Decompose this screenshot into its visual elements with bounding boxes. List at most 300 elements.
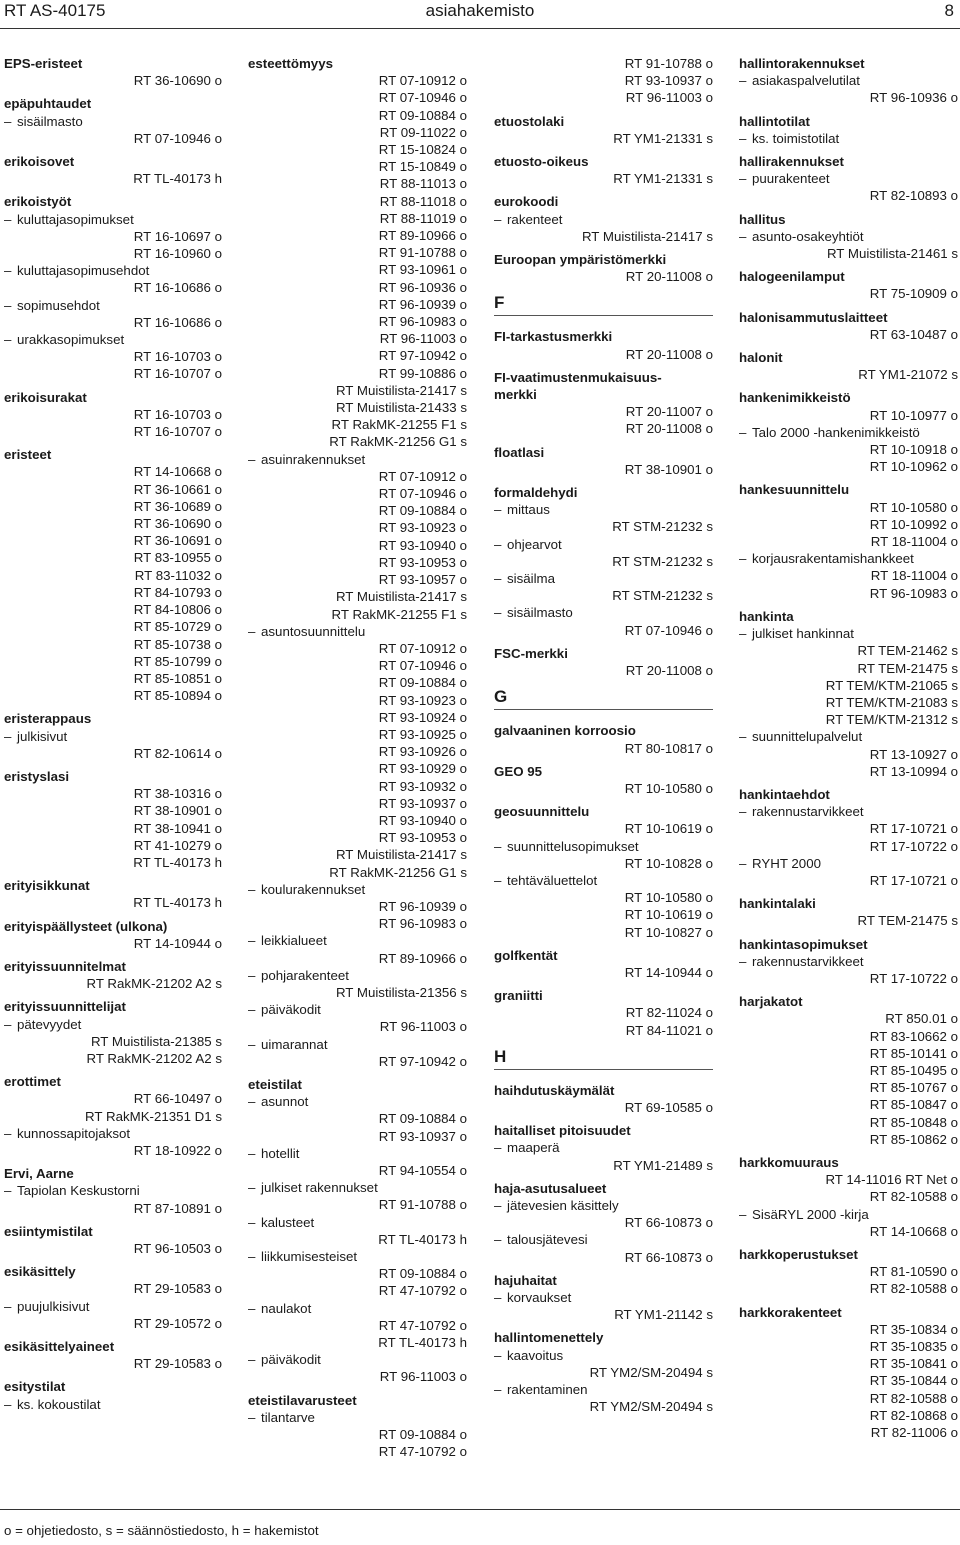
index-reference: RT 29-10572 o — [133, 1315, 222, 1331]
index-reference: RT 10-10580 o — [624, 780, 713, 796]
index-heading: formaldehydi — [494, 485, 578, 501]
index-reference: RT RakMK-21202 A2 s — [86, 1050, 222, 1066]
index-reference: RT 07-10912 o — [378, 640, 467, 656]
index-heading: hankintasopimukset — [739, 936, 868, 952]
index-subentry: – maaperä — [494, 1139, 713, 1156]
index-reference: RT 93-10937 o — [378, 795, 467, 811]
index-reference: RT 93-10957 o — [378, 572, 467, 588]
index-heading: FI-tarkastusmerkki — [494, 329, 613, 345]
index-subentry: – tehtäväluettelot — [494, 872, 713, 889]
index-reference: RT 09-11022 o — [379, 124, 467, 140]
index-heading: hallirakennukset — [739, 154, 844, 170]
index-subentry: – sisäilma — [494, 570, 713, 587]
index-subentry: – puujulkisivut — [4, 1298, 222, 1315]
index-reference: RT 07-10946 o — [378, 486, 467, 502]
index-reference: RT 93-10923 o — [378, 692, 467, 708]
index-reference: RT 83-10955 o — [133, 550, 222, 566]
index-reference: RT TEM/KTM-21312 s — [825, 712, 958, 728]
index-reference: RT STM-21232 s — [612, 519, 713, 535]
index-subentry: – SisäRYL 2000 -kirja — [739, 1206, 958, 1223]
index-heading: Ervi, Aarne — [4, 1166, 74, 1182]
index-reference: RT 85-10738 o — [133, 636, 222, 652]
index-reference: RT 96-11003 o — [379, 1369, 467, 1385]
index-reference: RT 16-10960 o — [133, 246, 222, 262]
index-reference: RT 93-10961 o — [378, 262, 467, 278]
index-reference: RT 15-10849 o — [378, 159, 467, 175]
index-reference: RT 47-10792 o — [378, 1444, 467, 1460]
index-heading: etuostolaki — [494, 113, 565, 129]
index-heading: harkkorakenteet — [739, 1304, 842, 1320]
index-reference: RT 69-10585 o — [624, 1099, 713, 1115]
index-reference: RT 85-10894 o — [133, 688, 222, 704]
index-reference: RT 82-10588 o — [869, 1281, 958, 1297]
index-reference: RT 10-10828 o — [624, 855, 713, 871]
index-subentry: – asunto-osakeyhtiöt — [739, 228, 958, 245]
index-reference: RT 16-10707 o — [133, 366, 222, 382]
index-heading: hallintorakennukset — [739, 56, 865, 71]
index-column-4 — [739, 55, 958, 1441]
index-reference: RT 17-10721 o — [869, 872, 958, 888]
index-reference: RT 82-10588 o — [869, 1189, 958, 1205]
index-heading: merkki — [494, 387, 537, 403]
index-reference: RT 84-11021 o — [625, 1022, 713, 1038]
index-reference: RT 47-10792 o — [378, 1317, 467, 1333]
index-subentry: – suunnittelusopimukset — [494, 838, 713, 855]
index-heading: haja-asutusalueet — [494, 1180, 607, 1196]
index-reference: RT 09-10884 o — [378, 1111, 467, 1127]
index-reference: RT 93-10937 o — [624, 73, 713, 89]
index-subentry: – kuluttajasopimusehdot — [4, 262, 222, 279]
index-reference: RT 07-10946 o — [624, 622, 713, 638]
index-subentry: – ohjearvot — [494, 536, 713, 553]
index-reference: RT STM-21232 s — [612, 553, 713, 569]
index-reference: RT 20-11007 o — [625, 404, 713, 420]
index-reference: RT Muistilista-21417 s — [335, 382, 467, 398]
index-reference: RT 89-10966 o — [378, 228, 467, 244]
index-reference: RT 09-10884 o — [378, 1427, 467, 1443]
index-reference: RT 82-11006 o — [870, 1425, 958, 1441]
index-reference: RT 09-10884 o — [378, 1266, 467, 1282]
index-reference: RT RakMK-21256 G1 s — [329, 864, 467, 880]
index-subentry: – sisäilmasto — [4, 113, 222, 130]
section-rule — [494, 709, 713, 722]
index-subentry: – päiväkodit — [248, 1351, 467, 1368]
index-reference: RT 36-10690 o — [133, 516, 222, 532]
index-reference: RT 99-10886 o — [378, 365, 467, 381]
page-title: asiahakemisto — [425, 1, 535, 20]
index-heading: hankintalaki — [739, 896, 816, 912]
index-subentry: – asuntosuunnittelu — [248, 623, 467, 640]
index-heading: hankenimikkeistö — [739, 390, 851, 406]
index-reference: RT 18-11004 o — [870, 534, 958, 550]
index-heading: golfkentät — [494, 947, 558, 963]
index-heading: FSC-merkki — [494, 645, 568, 661]
index-heading: hajuhaitat — [494, 1272, 557, 1288]
index-reference: RT 18-11004 o — [870, 568, 958, 584]
index-reference: RT Muistilista-21433 s — [335, 400, 467, 416]
index-reference: RT 96-10983 o — [378, 314, 467, 330]
index-reference: RT 96-10936 o — [378, 279, 467, 295]
index-subentry: – pätevyydet — [4, 1016, 222, 1033]
index-reference: RT 35-10844 o — [869, 1373, 958, 1389]
index-reference: RT 10-10580 o — [869, 499, 958, 515]
index-reference: RT 93-10923 o — [378, 520, 467, 536]
index-reference: RT TEM/KTM-21083 s — [825, 694, 958, 710]
index-subentry: – naulakot — [248, 1300, 467, 1317]
index-reference: RT Muistilista-21417 s — [335, 589, 467, 605]
index-reference: RT 85-10729 o — [133, 619, 222, 635]
index-subentry: – tilantarve — [248, 1409, 467, 1426]
index-subentry: – korjausrakentamishankkeet — [739, 550, 958, 567]
index-heading: galvaaninen korroosio — [494, 723, 636, 739]
index-reference: RT 20-11008 o — [625, 663, 713, 679]
index-reference: RT 93-10932 o — [378, 778, 467, 794]
index-subentry: – talousjätevesi — [494, 1231, 713, 1248]
index-subentry: – sisäilmasto — [494, 604, 713, 621]
index-heading: erityisikkunat — [4, 878, 90, 894]
index-heading: graniitti — [494, 988, 543, 1004]
index-reference: RT STM-21232 s — [612, 588, 713, 604]
index-reference: RT 41-10279 o — [133, 837, 222, 853]
index-reference: RT 97-10942 o — [378, 348, 467, 364]
index-reference: RT 93-10926 o — [378, 744, 467, 760]
index-reference: RT 16-10686 o — [133, 314, 222, 330]
index-reference: RT 93-10940 o — [378, 812, 467, 828]
index-reference: RT 85-10848 o — [869, 1114, 958, 1130]
legend-footer: o = ohjetiedosto, s = säännöstiedosto, h = hakemistot — [4, 1523, 319, 1538]
index-reference: RT 94-10554 o — [378, 1163, 467, 1178]
index-reference: RT 88-11013 o — [379, 176, 467, 192]
index-heading: haihdutuskäymälät — [494, 1082, 615, 1098]
index-subentry: – rakennustarvikkeet — [739, 803, 958, 820]
index-reference: RT 16-10703 o — [133, 406, 222, 422]
index-reference: RT 17-10721 o — [869, 821, 958, 837]
index-reference: RT 82-10868 o — [869, 1407, 958, 1423]
index-reference: RT 10-10977 o — [869, 407, 958, 423]
section-letter: H — [494, 1046, 507, 1066]
index-subentry: – päiväkodit — [248, 1001, 467, 1018]
index-reference: RT 14-11016 RT Net o — [825, 1172, 958, 1188]
index-reference: RT YM1-21489 s — [613, 1157, 713, 1173]
index-reference: RT 16-10703 o — [133, 349, 222, 365]
index-reference: RT 07-10946 o — [378, 658, 467, 674]
index-reference: RT RakMK-21256 G1 s — [329, 434, 467, 450]
index-heading: FI-vaatimustenmukaisuus- — [494, 369, 662, 385]
index-reference: RT 16-10707 o — [133, 424, 222, 440]
index-reference: RT 63-10487 o — [869, 326, 958, 342]
index-reference: RT 36-10690 o — [133, 73, 222, 89]
index-reference: RT 85-10799 o — [133, 653, 222, 669]
index-reference: RT 82-10893 o — [869, 188, 958, 204]
index-reference: RT RakMK-21351 D1 s — [85, 1108, 222, 1124]
index-reference: RT 85-10862 o — [869, 1131, 958, 1147]
index-subentry: – puurakenteet — [739, 170, 958, 187]
index-reference: RT 66-10873 o — [624, 1249, 713, 1265]
index-reference: RT 15-10824 o — [378, 142, 467, 158]
index-reference: RT 91-10788 o — [378, 245, 467, 261]
index-subentry: – ks. kokoustilat — [4, 1396, 222, 1413]
index-reference: RT 38-10941 o — [133, 820, 222, 836]
index-reference: RT 47-10792 o — [378, 1283, 467, 1299]
index-heading: floatlasi — [494, 444, 545, 460]
index-reference: RT TL-40173 h — [133, 854, 222, 870]
index-heading: esiintymistilat — [4, 1223, 93, 1239]
index-subentry: – jätevesien käsittely — [494, 1197, 713, 1214]
index-reference: RT 07-10912 o — [378, 73, 467, 89]
index-subentry: – sopimusehdot — [4, 297, 222, 314]
index-reference: RT 82-10614 o — [133, 745, 222, 761]
index-heading: erikoisovet — [4, 154, 75, 170]
index-subentry: – pohjarakenteet — [248, 967, 467, 984]
index-heading: eteistilat — [248, 1076, 302, 1092]
index-reference: RT RakMK-21255 F1 s — [331, 606, 467, 622]
index-reference: RT 20-11008 o — [625, 269, 713, 285]
index-reference: RT RakMK-21255 F1 s — [331, 417, 467, 433]
index-reference: RT 850.01 o — [885, 1011, 958, 1027]
index-subentry: – leikkialueet — [248, 932, 467, 949]
index-reference: RT 83-11032 o — [134, 567, 222, 583]
index-heading: eristerappaus — [4, 711, 92, 727]
index-reference: RT 87-10891 o — [133, 1200, 222, 1216]
index-reference: RT 36-10661 o — [133, 481, 222, 497]
index-reference: RT 96-10939 o — [378, 898, 467, 914]
index-reference: RT 97-10942 o — [378, 1053, 467, 1069]
index-reference: RT Muistilista-21417 s — [581, 228, 713, 244]
index-heading: geosuunnittelu — [494, 804, 590, 820]
index-reference: RT 80-10817 o — [624, 740, 713, 756]
index-reference: RT TEM-21475 s — [857, 913, 958, 929]
index-subentry: – hotellit — [248, 1145, 467, 1162]
index-reference: RT 14-10944 o — [133, 935, 222, 951]
index-heading: erikoisurakat — [4, 389, 87, 405]
index-reference: RT YM2/SM-20494 s — [589, 1364, 713, 1380]
index-reference: RT 18-10922 o — [133, 1142, 222, 1158]
index-reference: RT 38-10901 o — [133, 803, 222, 819]
index-heading: hallintomenettely — [494, 1330, 604, 1346]
index-subentry: – kalusteet — [248, 1214, 467, 1231]
index-reference: RT 93-10929 o — [378, 761, 467, 777]
index-reference: RT 84-10793 o — [133, 584, 222, 600]
index-reference: RT 85-10767 o — [869, 1080, 958, 1096]
index-heading: eteistilavarusteet — [248, 1392, 357, 1408]
index-column-2 — [248, 55, 467, 1460]
index-heading: harkkoperustukset — [739, 1247, 858, 1262]
section-letter: F — [494, 293, 505, 313]
index-subentry: – julkiset hankinnat — [739, 625, 958, 642]
index-reference: RT YM1-21331 s — [613, 130, 713, 146]
index-reference: RT RakMK-21202 A2 s — [86, 976, 222, 992]
index-reference: RT 96-10983 o — [869, 585, 958, 601]
index-heading: esteettömyys — [248, 56, 333, 71]
index-reference: RT 96-10936 o — [869, 90, 958, 106]
index-heading: halonit — [739, 350, 783, 366]
document-code: RT AS-40175 — [4, 1, 106, 20]
index-subentry: – rakenteet — [494, 211, 713, 228]
index-reference: RT 13-10927 o — [869, 746, 958, 762]
index-reference: RT 10-10580 o — [624, 890, 713, 906]
index-subentry: – julkiset rakennukset — [248, 1179, 467, 1196]
index-reference: RT 10-10619 o — [624, 821, 713, 837]
index-reference: RT 91-10788 o — [378, 1197, 467, 1213]
index-heading: erottimet — [4, 1074, 61, 1090]
index-reference: RT 66-10873 o — [624, 1215, 713, 1231]
index-subentry: – suunnittelupalvelut — [739, 728, 958, 745]
index-reference: RT 93-10924 o — [378, 709, 467, 725]
index-reference: RT 09-10884 o — [378, 675, 467, 691]
index-heading: GEO 95 — [494, 763, 543, 779]
index-heading: hallitus — [739, 211, 786, 227]
index-heading: esitystilat — [4, 1379, 66, 1395]
index-heading: epäpuhtaudet — [4, 96, 92, 112]
index-reference: RT 10-10962 o — [869, 459, 958, 475]
index-reference: RT TL-40173 h — [378, 1335, 467, 1351]
index-reference: RT 81-10590 o — [869, 1264, 958, 1280]
index-reference: RT 85-10847 o — [869, 1097, 958, 1113]
page-number: 8 — [944, 1, 954, 20]
index-reference: RT 35-10834 o — [869, 1321, 958, 1337]
index-reference: RT 82-11024 o — [625, 1005, 713, 1021]
index-reference: RT 96-11003 o — [379, 1019, 467, 1035]
index-reference: RT 07-10946 o — [378, 90, 467, 106]
index-heading: erikoistyöt — [4, 194, 72, 210]
index-subentry: – kunnossapitojaksot — [4, 1125, 222, 1142]
index-heading: harjakatot — [739, 994, 803, 1010]
index-reference: RT Muistilista-21417 s — [335, 847, 467, 863]
index-reference: RT 88-11019 o — [379, 210, 467, 226]
index-heading: etuosto-oikeus — [494, 154, 589, 170]
index-reference: RT TEM-21475 s — [857, 660, 958, 676]
index-heading: halonisammutuslaitteet — [739, 309, 888, 325]
index-subentry: – uimarannat — [248, 1036, 467, 1053]
index-reference: RT 14-10668 o — [869, 1223, 958, 1239]
footer-rule — [0, 1509, 960, 1510]
section-rule — [494, 1069, 713, 1082]
index-reference: RT 89-10966 o — [378, 950, 467, 966]
index-heading: eurokoodi — [494, 194, 559, 210]
index-subentry: – julkisivut — [4, 728, 222, 745]
index-heading: erityispäällysteet (ulkona) — [4, 918, 168, 934]
index-heading: Euroopan ympäristömerkki — [494, 252, 667, 268]
index-reference: RT 83-10662 o — [869, 1028, 958, 1044]
index-column-3 — [494, 55, 713, 1415]
index-heading: eristeet — [4, 447, 52, 463]
index-reference: RT 96-11003 o — [379, 331, 467, 347]
index-heading: hallintotilat — [739, 113, 810, 129]
index-reference: RT 36-10689 o — [133, 498, 222, 514]
index-reference: RT 96-10983 o — [378, 916, 467, 932]
index-reference: RT 93-10953 o — [378, 830, 467, 846]
index-subentry: – rakentaminen — [494, 1381, 713, 1398]
index-reference: RT 07-10912 o — [378, 468, 467, 484]
index-reference: RT 85-10141 o — [869, 1045, 958, 1061]
index-subentry: – rakennustarvikkeet — [739, 953, 958, 970]
index-heading: erityissuunnittelijat — [4, 999, 126, 1015]
index-heading: esikäsittelyaineet — [4, 1339, 115, 1355]
index-reference: RT Muistilista-21461 s — [826, 246, 958, 262]
index-heading: haitalliset pitoisuudet — [494, 1123, 631, 1139]
index-reference: RT TEM-21462 s — [857, 643, 958, 659]
index-reference: RT 93-10925 o — [378, 726, 467, 742]
index-reference: RT 91-10788 o — [624, 56, 713, 71]
index-reference: RT Muistilista-21385 s — [90, 1033, 222, 1049]
index-reference: RT YM1-21072 s — [858, 367, 958, 383]
index-reference: RT 10-10992 o — [869, 516, 958, 532]
index-reference: RT 29-10583 o — [133, 1356, 222, 1372]
index-reference: RT 96-10503 o — [133, 1241, 222, 1256]
index-heading: hankinta — [739, 608, 794, 624]
index-heading: esikäsittely — [4, 1264, 76, 1280]
index-reference: RT 29-10583 o — [133, 1281, 222, 1297]
index-reference: RT 16-10686 o — [133, 280, 222, 296]
index-reference: RT 88-11018 o — [379, 193, 467, 209]
index-reference: RT 14-10668 o — [133, 464, 222, 480]
index-subentry: – Talo 2000 -hankenimikkeistö — [739, 424, 958, 441]
index-subentry: – Tapiolan Keskustorni — [4, 1182, 222, 1199]
index-reference: RT 13-10994 o — [869, 763, 958, 779]
index-reference: RT 17-10722 o — [869, 838, 958, 854]
index-reference: RT 84-10806 o — [133, 602, 222, 618]
index-reference: RT 75-10909 o — [869, 286, 958, 302]
index-reference: RT YM2/SM-20494 s — [589, 1399, 713, 1415]
index-reference: RT 96-11003 o — [625, 90, 713, 106]
index-reference: RT 85-10495 o — [869, 1062, 958, 1078]
index-reference: RT 10-10619 o — [624, 907, 713, 923]
index-reference: RT 17-10722 o — [869, 970, 958, 986]
index-reference: RT Muistilista-21356 s — [335, 984, 467, 1000]
index-heading: eristyslasi — [4, 768, 70, 784]
index-heading: EPS-eristeet — [4, 56, 83, 71]
header-rule — [0, 28, 960, 29]
index-reference: RT 38-10316 o — [133, 786, 222, 802]
index-subentry: – asunnot — [248, 1093, 467, 1110]
section-letter: G — [494, 687, 508, 707]
index-reference: RT 93-10937 o — [378, 1128, 467, 1144]
index-reference: RT 14-10944 o — [624, 964, 713, 980]
index-reference: RT 10-10827 o — [624, 924, 713, 940]
index-reference: RT 10-10918 o — [869, 442, 958, 458]
index-heading: hankintaehdot — [739, 786, 830, 802]
page-header — [0, 0, 960, 24]
index-reference: RT 16-10697 o — [133, 228, 222, 244]
index-heading: erityissuunnitelmat — [4, 958, 126, 974]
index-subentry: – liikkumisesteiset — [248, 1248, 467, 1265]
index-subentry: – asuinrakennukset — [248, 451, 467, 468]
index-heading: hankesuunnittelu — [739, 482, 850, 498]
index-reference: RT 09-10884 o — [378, 107, 467, 123]
index-reference: RT TEM/KTM-21065 s — [825, 677, 958, 693]
index-reference: RT 38-10901 o — [624, 461, 713, 477]
index-subentry: – kaavoitus — [494, 1347, 713, 1364]
index-reference: RT 82-10588 o — [869, 1390, 958, 1406]
index-reference: RT 07-10946 o — [133, 130, 222, 146]
index-subentry: – mittaus — [494, 501, 713, 518]
index-reference: RT 36-10691 o — [133, 533, 222, 549]
index-reference: RT 09-10884 o — [378, 503, 467, 519]
index-heading: halogeenilamput — [739, 269, 845, 285]
index-reference: RT 66-10497 o — [133, 1091, 222, 1107]
index-reference: RT YM1-21142 s — [614, 1307, 713, 1323]
section-rule — [494, 315, 713, 328]
index-reference: RT TL-40173 h — [133, 895, 222, 911]
index-reference: RT 96-10939 o — [378, 296, 467, 312]
index-reference: RT 35-10841 o — [869, 1356, 958, 1372]
index-reference: RT 20-11008 o — [625, 421, 713, 437]
index-subentry: – ks. toimistotilat — [739, 130, 958, 147]
index-subentry: – korvaukset — [494, 1289, 713, 1306]
index-heading: harkkomuuraus — [739, 1154, 839, 1170]
index-reference: RT 35-10835 o — [869, 1339, 958, 1355]
index-reference: RT YM1-21331 s — [613, 171, 713, 187]
